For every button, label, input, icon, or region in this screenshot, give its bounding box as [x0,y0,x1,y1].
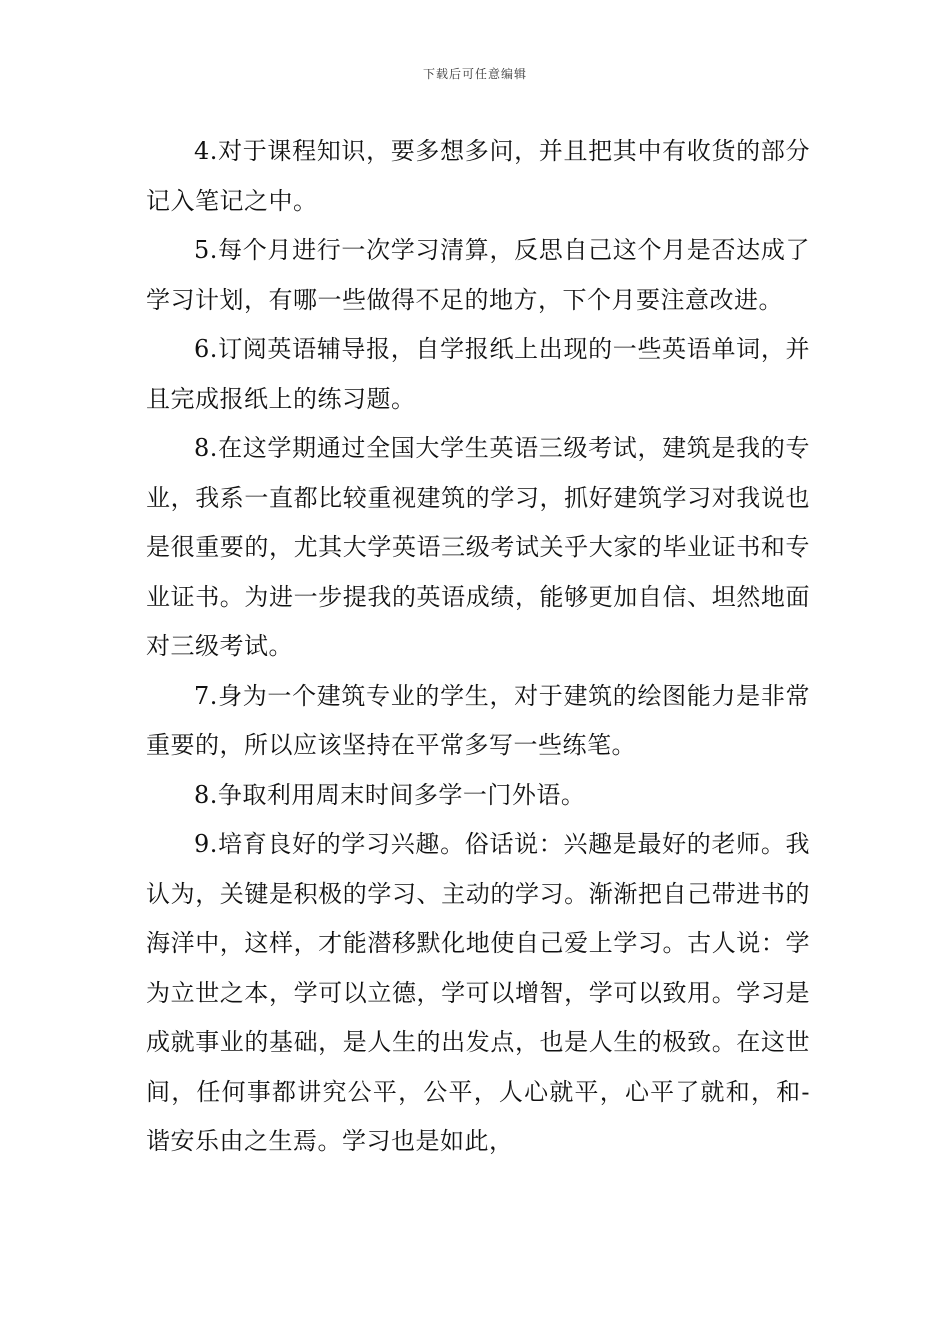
paragraph-item-8-language: 8.争取利用周末时间多学一门外语。 [194,780,586,809]
paragraph-item-6: 6.订阅英语辅导报，自学报纸上出现的一些英语单词，并且完成报纸上的练习题。 [146,335,810,413]
paragraph-item-9: 9.培育良好的学习兴趣。俗话说：兴趣是最好的老师。我认为，关键是积极的学习、主动的学习。渐渐把自己带进书的海洋中，这样，才能潜移默化地使自己爱上学习。古人说：学为立世之本，学可以立德，学可以增智，学可以致用。学习是成就事业的基础，是人生的出发点，也是人生的极致。在这世间，任何事都讲究公平，公平，人心就平，心平了就和，和-谐安乐由之生焉。学习也是如此， [146,830,810,1155]
paragraph-item-7: 7.身为一个建筑专业的学生，对于建筑的绘图能力是非常重要的，所以应该坚持在平常多写一些练笔。 [146,681,810,759]
paragraph-item-8-exam: 8.在这学期通过全国大学生英语三级考试，建筑是我的专业，我系一直都比较重视建筑的学习，抓好建筑学习对我说也是很重要的，尤其大学英语三级考试关乎大家的毕业证书和专业证书。为进一步提我的英语成绩，能够更加自信、坦然地面对三级考试。 [146,434,810,660]
paragraph-item-5: 5.每个月进行一次学习清算，反思自己这个月是否达成了学习计划，有哪一些做得不足的地方，下个月要注意改进。 [146,236,810,314]
paragraph-item-4: 4.对于课程知识，要多想多问，并且把其中有收货的部分记入笔记之中。 [146,137,810,215]
page-header: 下载后可任意编辑 [422,67,527,81]
document-body [146,127,810,1167]
